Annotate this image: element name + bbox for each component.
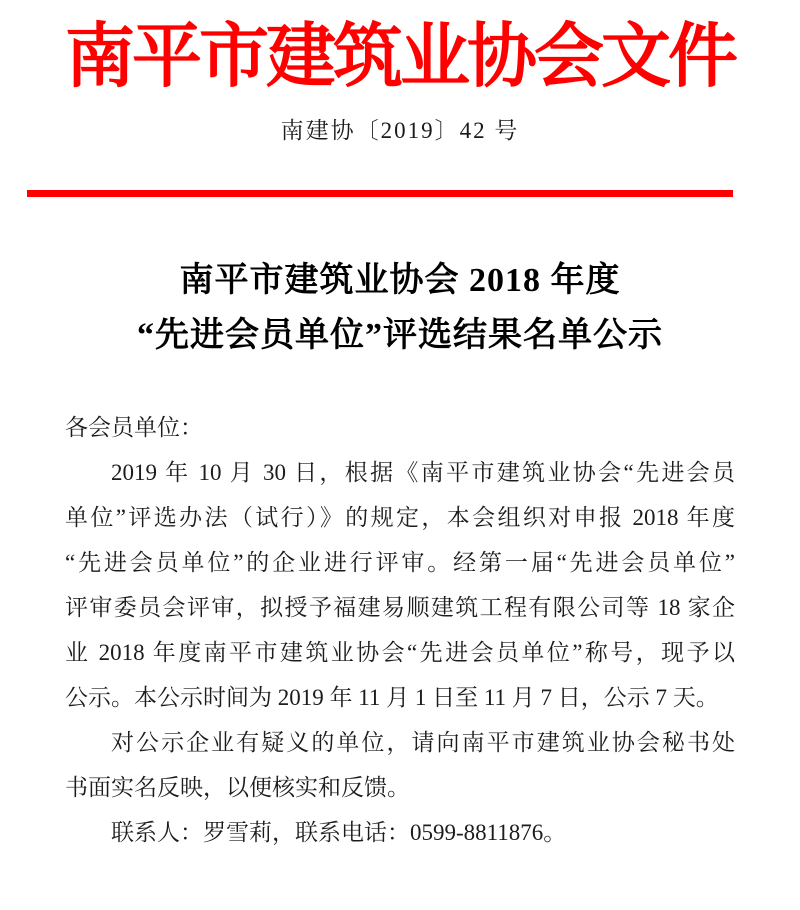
org-title: 南平市建筑业协会文件 xyxy=(65,19,735,96)
doc-title-line-2: “先进会员单位”评选结果名单公示 xyxy=(137,317,663,354)
body-line: 对公示企业有疑义的单位，请向南平市建筑业协会秘书处 xyxy=(111,730,735,755)
body-line: 联系人：罗雪莉，联系电话：0599-8811876。 xyxy=(111,820,567,845)
document-page xyxy=(0,12,800,910)
doc-title-line-1: 南平市建筑业协会 2018 年度 xyxy=(179,262,621,299)
document-header xyxy=(0,12,800,197)
body-line: “先进会员单位”的企业进行评审。经第一届“先进会员单位” xyxy=(65,550,735,575)
doc-number: 南建协〔2019〕42 号 xyxy=(280,118,520,143)
body-line: 单位”评选办法（试行）》的规定，本会组织对申报 2018 年度 xyxy=(65,505,735,530)
body-line: 评审委员会评审，拟授予福建易顺建筑工程有限公司等 18 家企 xyxy=(65,595,735,620)
body-line: 业 2018 年度南平市建筑业协会“先进会员单位”称号，现予以 xyxy=(65,640,735,665)
body-line: 书面实名反映，以便核实和反馈。 xyxy=(65,775,410,800)
doc-body xyxy=(0,405,800,855)
body-line: 2019 年 10 月 30 日，根据《南平市建筑业协会“先进会员 xyxy=(111,460,735,485)
doc-title xyxy=(0,253,800,363)
body-line: 各会员单位： xyxy=(65,415,203,440)
red-divider-line xyxy=(27,190,733,197)
body-line: 公示。本公示时间为 2019 年 11 月 1 日至 11 月 7 日，公示 7 天。 xyxy=(65,685,719,710)
